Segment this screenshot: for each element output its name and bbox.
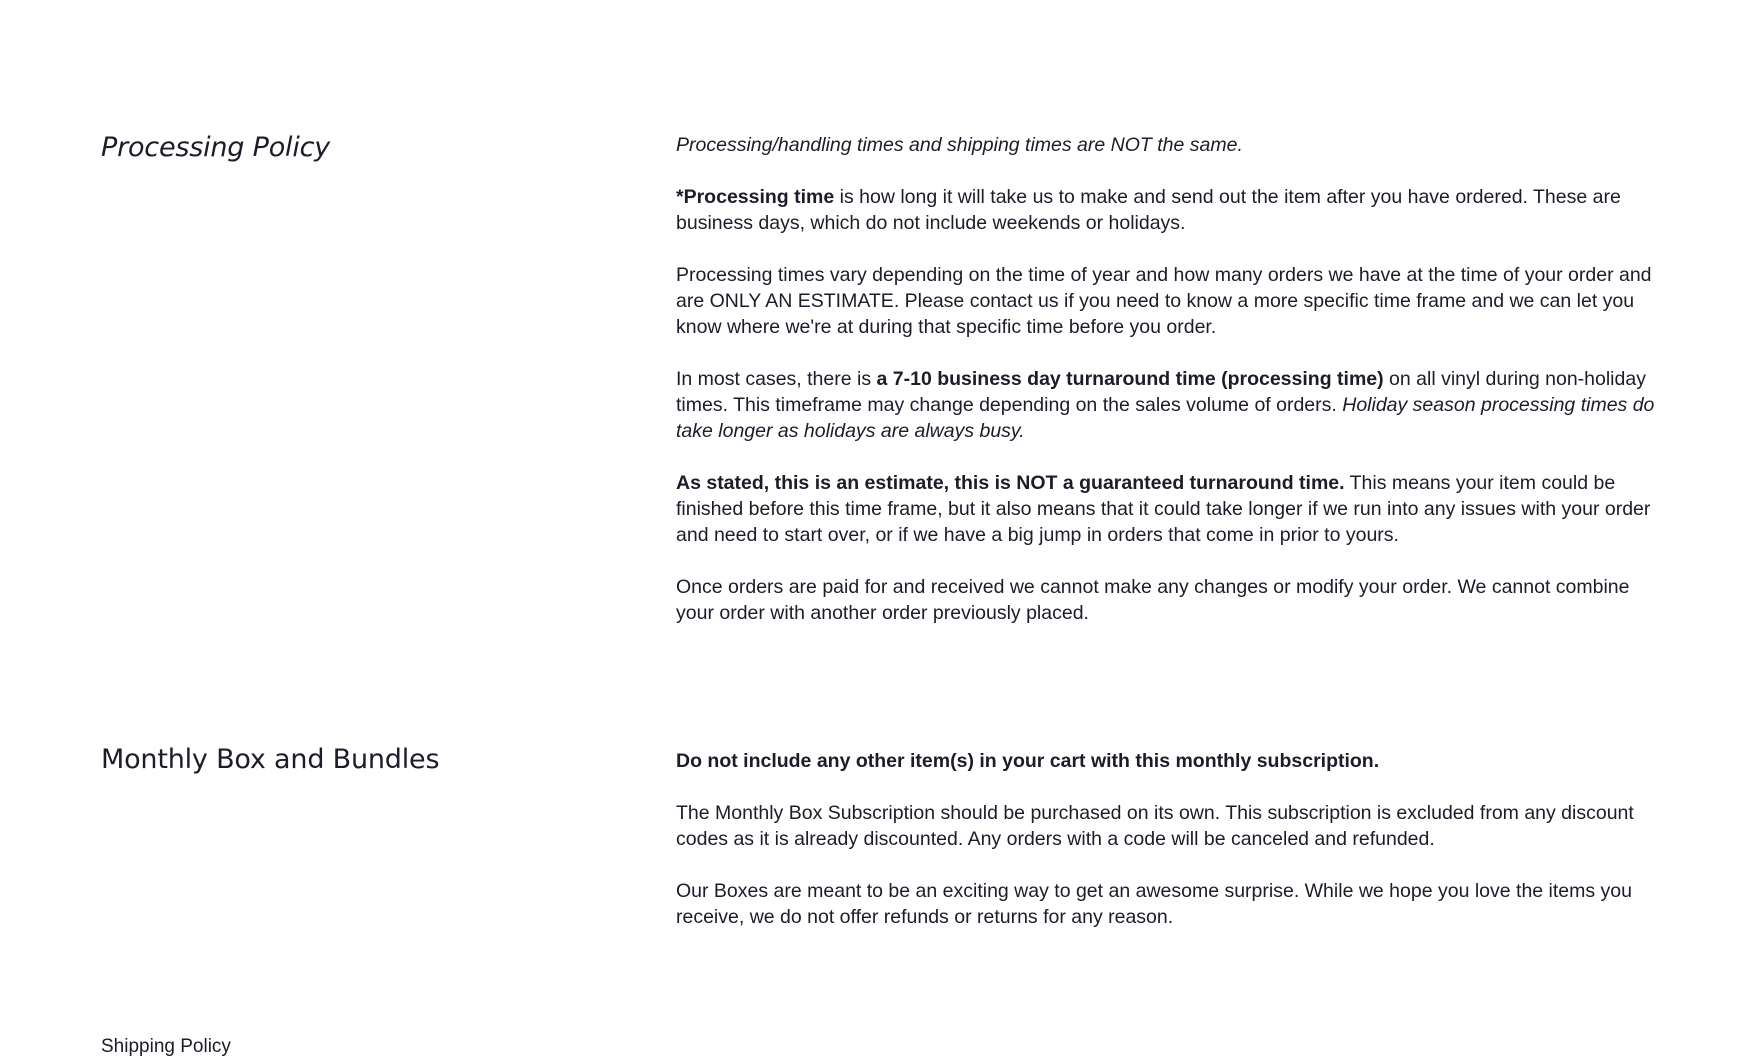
processing-paragraph-4-text: This means your item could be finished before this time frame, but it also means that it could take longer if we run into any issues with your order and need to start over, or if we have a big jump in orders that come in prior to yours. [676, 472, 1651, 546]
processing-paragraph-3 [676, 366, 1666, 444]
holiday-note: Holiday season processing times do take longer as holidays are always busy. [676, 394, 1655, 442]
processing-intro: Processing/handling times and shipping times are NOT the same. [676, 134, 1243, 156]
processing-policy-body [676, 132, 1666, 626]
processing-paragraph-1 [676, 184, 1666, 236]
estimate-disclaimer: As stated, this is an estimate, this is NOT a guaranteed turnaround time. [676, 472, 1345, 494]
monthly-box-title: Monthly Box and Bundles [101, 744, 440, 775]
processing-paragraph-4 [676, 470, 1666, 548]
monthly-box-paragraph-3: Our Boxes are meant to be an exciting way to get an awesome surprise. While we hope you love the items you receive, we do not offer refunds or returns for any reason. [676, 880, 1632, 928]
processing-paragraph-5: Once orders are paid for and received we cannot make any changes or modify your order. We cannot combine your order with another order previously placed. [676, 576, 1630, 624]
processing-paragraph-2: Processing times vary depending on the time of year and how many orders we have at the time of your order and are ONLY AN ESTIMATE. Please contact us if you need to know a more specific time frame and we can let you know where we're at during that specific time before you order. [676, 264, 1652, 338]
shipping-policy-title: Shipping Policy [101, 1036, 231, 1057]
monthly-box-body [676, 748, 1666, 930]
processing-time-label: *Processing time [676, 186, 835, 208]
monthly-box-warning: Do not include any other item(s) in your cart with this monthly subscription. [676, 750, 1380, 772]
monthly-box-paragraph-2: The Monthly Box Subscription should be purchased on its own. This subscription is excluded from any discount codes as it is already discounted. Any orders with a code will be canceled and refunded. [676, 802, 1634, 850]
processing-policy-title: Processing Policy [101, 132, 331, 163]
turnaround-time-highlight: a 7-10 business day turnaround time (processing time) [876, 368, 1384, 390]
processing-paragraph-1-text: is how long it will take us to make and send out the item after you have ordered. These are business days, which do not include weekends or holidays. [676, 186, 1621, 234]
processing-paragraph-3-start: In most cases, there is [676, 368, 877, 390]
processing-paragraph-3-mid: on all vinyl during non-holiday times. This timeframe may change depending on the sales volume of orders. [676, 368, 1646, 416]
